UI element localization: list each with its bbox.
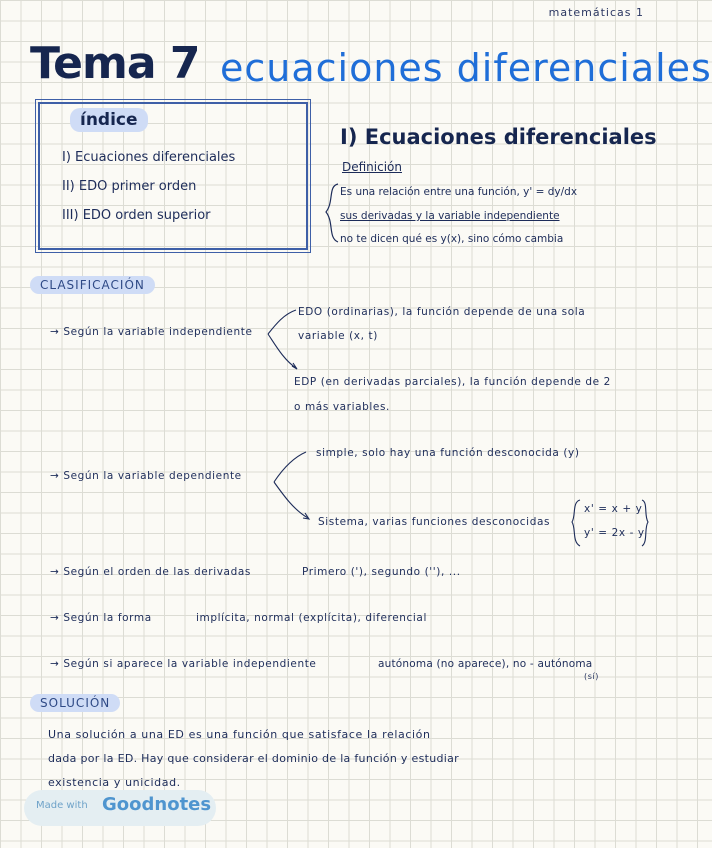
index-item-3: III) EDO orden superior: [62, 208, 211, 223]
solution-label: SOLUCIÓN: [30, 694, 120, 712]
solution-line-2: dada por la ED. Hay que considerar el dominio de la función y estudiar: [48, 752, 459, 765]
edo-text-2: variable (x, t): [298, 330, 378, 342]
dep-variable-lead: → Según la variable dependiente: [50, 470, 242, 482]
definition-line-2: sus derivadas y la variable independiente: [340, 210, 560, 222]
edo-text-1: EDO (ordinarias), la función depende de una sola: [298, 306, 586, 318]
definition-line-1: Es una relación entre una función, y' = dy/dx: [340, 186, 578, 198]
definition-label: Definición: [342, 160, 402, 174]
index-item-1: I) Ecuaciones diferenciales: [62, 150, 236, 165]
classification-label: CLASIFICACIÓN: [30, 276, 155, 294]
indep-variable-lead: → Según la variable independiente: [50, 326, 253, 338]
dep-simple-text: simple, solo hay una función desconocida (y): [316, 447, 580, 459]
index-item-2: II) EDO primer orden: [62, 179, 197, 194]
form-value: implícita, normal (explícita), diferencial: [196, 612, 427, 624]
dep-system-text: Sistema, varias funciones desconocidas: [318, 516, 551, 528]
system-equation-2: y' = 2x - y: [584, 527, 645, 539]
section-title: I) Ecuaciones diferenciales: [340, 125, 657, 149]
course-header: matemáticas 1: [548, 6, 644, 19]
definition-line-3: no te dicen qué es y(x), sino cómo cambia: [340, 233, 564, 245]
order-lead: → Según el orden de las derivadas: [50, 566, 251, 578]
index-title: índice: [70, 108, 148, 132]
appears-lead: → Según si aparece la variable independiente: [50, 658, 317, 670]
appears-value: autónoma (no aparece), no - autónoma: [378, 658, 593, 670]
definition-brace: [324, 182, 340, 244]
system-brace: [570, 498, 582, 548]
solution-line-1: Una solución a una ED es una función que satisface la relación: [48, 728, 431, 741]
edp-text-1: EDP (en derivadas parciales), la función depende de 2: [294, 376, 611, 388]
page-subtitle: ecuaciones diferenciales: [220, 46, 712, 90]
watermark-brand: Goodnotes: [102, 794, 212, 815]
system-equation-1: x' = x + y: [584, 503, 643, 515]
watermark-made-with: Made with: [36, 800, 88, 811]
form-lead: → Según la forma: [50, 612, 152, 624]
page-title: Tema 7: [30, 38, 200, 89]
solution-line-3: existencia y unicidad.: [48, 776, 181, 789]
appears-note: (sí): [584, 672, 600, 681]
dep-branch-arrows: [272, 448, 312, 524]
indep-branch-arrows: [266, 308, 300, 374]
edp-text-2: o más variables.: [294, 401, 390, 413]
system-brace-right: [640, 498, 650, 548]
order-value: Primero ('), segundo (''), ...: [302, 566, 461, 578]
